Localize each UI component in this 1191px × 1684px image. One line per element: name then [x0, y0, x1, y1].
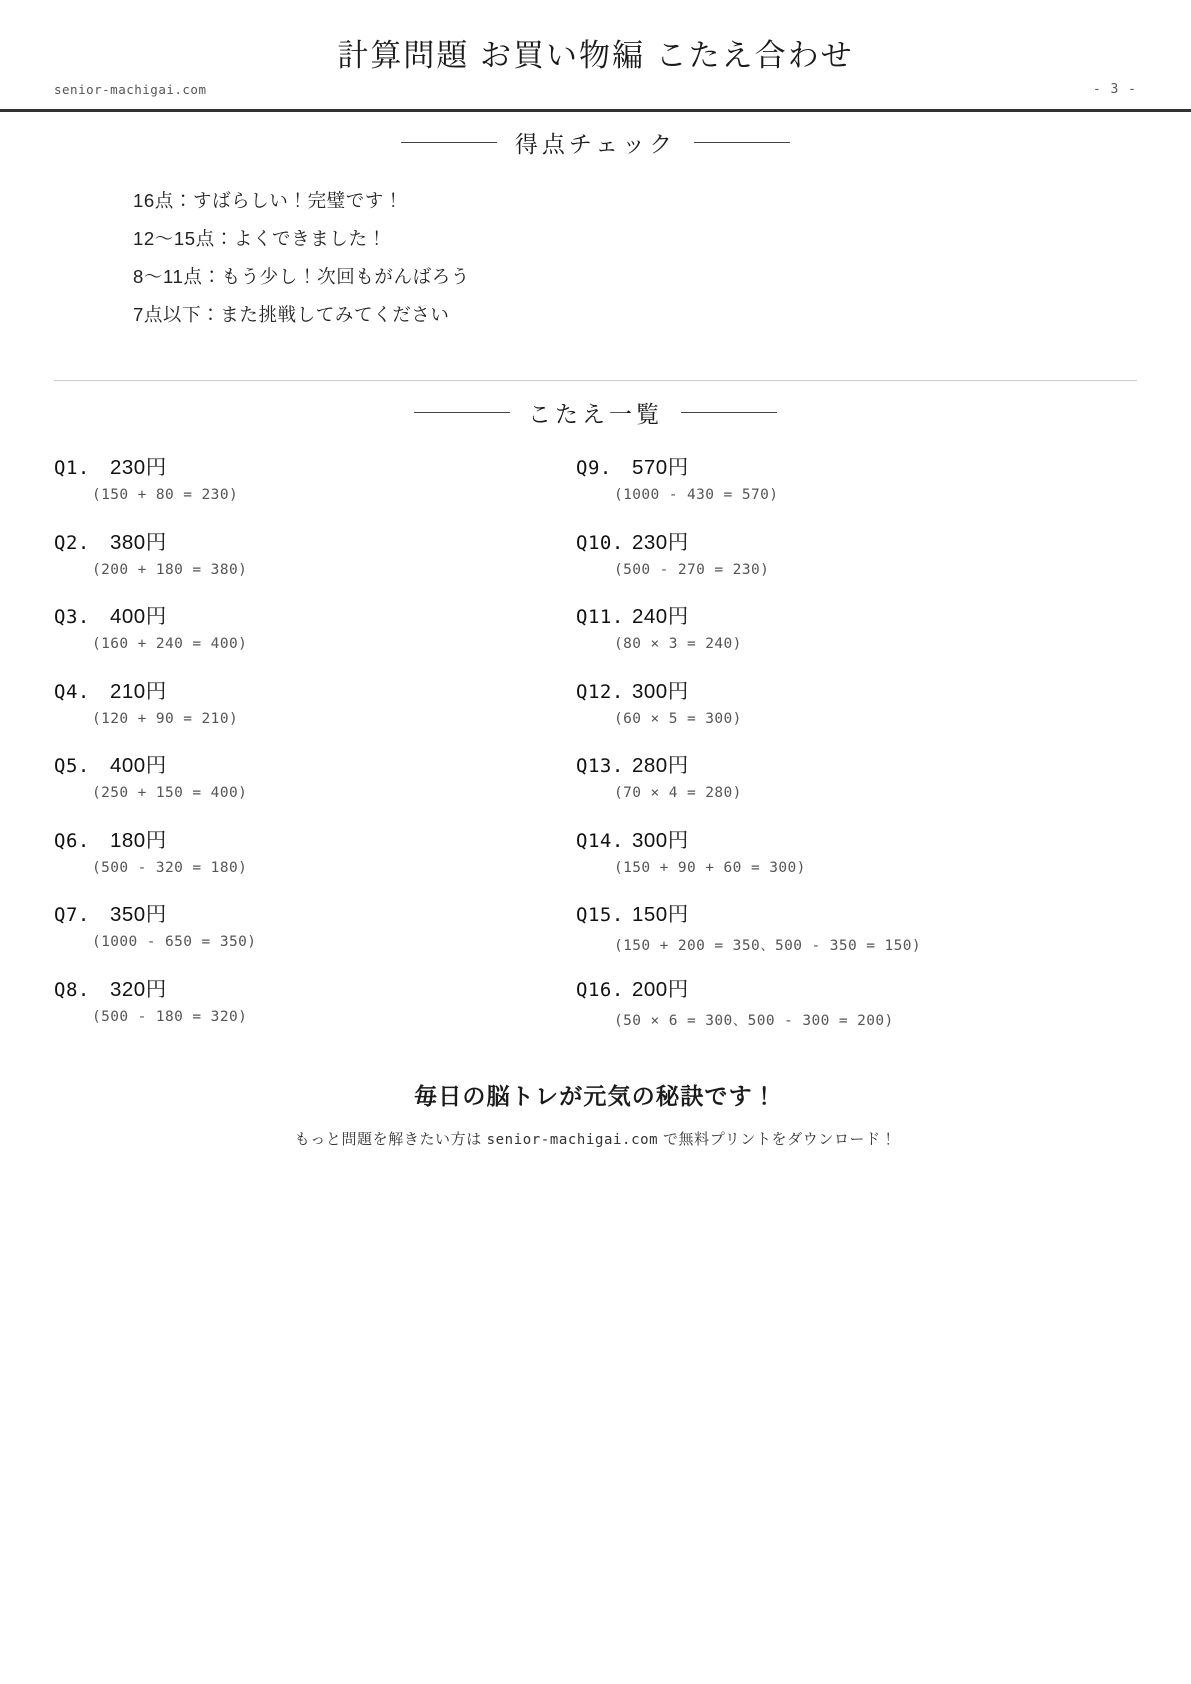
question-label: Q4.	[54, 680, 90, 703]
answers-heading-label: こたえ一覧	[528, 401, 663, 427]
question-label: Q1.	[54, 457, 90, 479]
answer-item	[54, 599, 574, 674]
answer-work: (160 + 240 = 400)	[92, 636, 248, 652]
question-label: Q10.	[576, 531, 624, 554]
answers-column-left	[54, 450, 574, 1046]
page-header	[0, 0, 1191, 112]
answer-item	[54, 525, 574, 600]
answer-value: 400円	[110, 754, 167, 777]
answer-main	[576, 599, 1096, 629]
answer-value: 280円	[632, 754, 689, 777]
answer-work: (500 - 320 = 180)	[92, 859, 248, 876]
footer-sub-prefix: もっと問題を解きたい方は	[294, 1131, 487, 1148]
score-check-heading-label: 得点チェック	[514, 131, 677, 157]
answer-item	[576, 897, 1096, 972]
answer-item	[576, 674, 1096, 749]
score-line: 16点：すばらしい！完璧です！	[133, 190, 404, 211]
answer-main	[576, 897, 1096, 927]
answer-value: 570円	[632, 456, 689, 479]
answer-work: (150 + 200 = 350、500 - 350 = 150)	[614, 938, 922, 954]
answer-item	[54, 674, 574, 749]
answer-main	[54, 748, 574, 778]
answer-value: 230円	[110, 456, 167, 479]
rule-right	[681, 412, 777, 413]
page-title: 計算問題 お買い物編 こたえ合わせ	[337, 38, 854, 73]
score-line: 8〜11点：もう少し！次回もがんばろう	[133, 266, 470, 287]
answer-main	[576, 748, 1096, 778]
answer-main	[54, 525, 574, 555]
answer-item	[576, 823, 1096, 898]
question-label: Q12.	[576, 680, 624, 703]
answer-work: (250 + 150 = 400)	[92, 785, 248, 801]
answer-value: 350円	[110, 903, 167, 926]
answer-main	[54, 599, 574, 629]
question-label: Q16.	[576, 978, 624, 1001]
answer-work: (1000 - 650 = 350)	[92, 934, 257, 950]
answer-work: (500 - 270 = 230)	[614, 561, 770, 578]
question-label: Q5.	[54, 755, 90, 777]
answer-work: (70 × 4 = 280)	[614, 785, 742, 801]
answer-main	[54, 897, 574, 927]
score-check-heading	[0, 126, 1191, 159]
answer-main	[54, 972, 574, 1002]
answer-value: 320円	[110, 977, 167, 1001]
answer-main	[54, 450, 574, 480]
answer-work: (60 × 5 = 300)	[614, 710, 742, 727]
answer-work: (50 × 6 = 300、500 - 300 = 200)	[614, 1012, 894, 1029]
rule-right	[694, 142, 790, 143]
score-line: 7点以下：また挑戦してみてください	[133, 304, 450, 325]
answer-work: (80 × 3 = 240)	[614, 636, 742, 652]
answer-value: 300円	[632, 828, 689, 852]
answer-value: 210円	[110, 679, 167, 703]
site-name: senior-machigai.com	[54, 82, 207, 97]
answer-item	[576, 972, 1096, 1047]
answer-item	[54, 450, 574, 525]
answer-item	[576, 525, 1096, 600]
footer-message: 毎日の脳トレが元気の秘訣です！	[414, 1083, 777, 1109]
answer-main	[576, 674, 1096, 704]
answer-value: 240円	[632, 605, 689, 628]
answer-main	[576, 972, 1096, 1002]
footer-sub-suffix: で無料プリントをダウンロード！	[658, 1131, 897, 1148]
answer-main	[576, 450, 1096, 480]
question-label: Q6.	[54, 829, 90, 852]
answer-work: (200 + 180 = 380)	[92, 561, 248, 578]
question-label: Q2.	[54, 531, 90, 554]
question-label: Q7.	[54, 904, 90, 926]
answer-item	[54, 748, 574, 823]
answer-work: (150 + 90 + 60 = 300)	[614, 859, 806, 876]
section-divider	[54, 380, 1137, 381]
question-label: Q13.	[576, 755, 624, 777]
question-label: Q11.	[576, 606, 624, 628]
answer-main	[54, 674, 574, 704]
answers-column-right	[576, 450, 1096, 1046]
answer-item	[54, 823, 574, 898]
answer-value: 150円	[632, 903, 689, 926]
footer-subtext	[0, 1128, 1191, 1149]
answer-work: (500 - 180 = 320)	[92, 1008, 248, 1025]
score-line: 12〜15点：よくできました！	[133, 228, 387, 249]
answers-heading	[0, 396, 1191, 429]
question-label: Q15.	[576, 904, 624, 926]
answer-value: 400円	[110, 605, 167, 628]
answer-value: 230円	[632, 530, 689, 554]
answer-work: (1000 - 430 = 570)	[614, 487, 779, 503]
answer-work: (150 + 80 = 230)	[92, 487, 239, 503]
page-number: - 3 -	[1092, 82, 1137, 97]
question-label: Q14.	[576, 829, 624, 852]
answer-main	[54, 823, 574, 853]
answer-work: (120 + 90 = 210)	[92, 710, 239, 727]
answer-value: 200円	[632, 977, 689, 1001]
score-check-list	[133, 182, 833, 334]
answer-item	[54, 972, 574, 1047]
answer-item	[576, 599, 1096, 674]
question-label: Q8.	[54, 978, 90, 1001]
answer-item	[576, 748, 1096, 823]
rule-left	[401, 142, 497, 143]
answer-item	[576, 450, 1096, 525]
answer-value: 300円	[632, 679, 689, 703]
answer-main	[576, 823, 1096, 853]
question-label: Q9.	[576, 457, 612, 479]
rule-left	[414, 412, 510, 413]
answer-value: 380円	[110, 530, 167, 554]
question-label: Q3.	[54, 606, 90, 628]
answer-item	[54, 897, 574, 972]
answer-main	[576, 525, 1096, 555]
answer-value: 180円	[110, 828, 167, 852]
footer-site-name: senior-machigai.com	[486, 1132, 659, 1148]
